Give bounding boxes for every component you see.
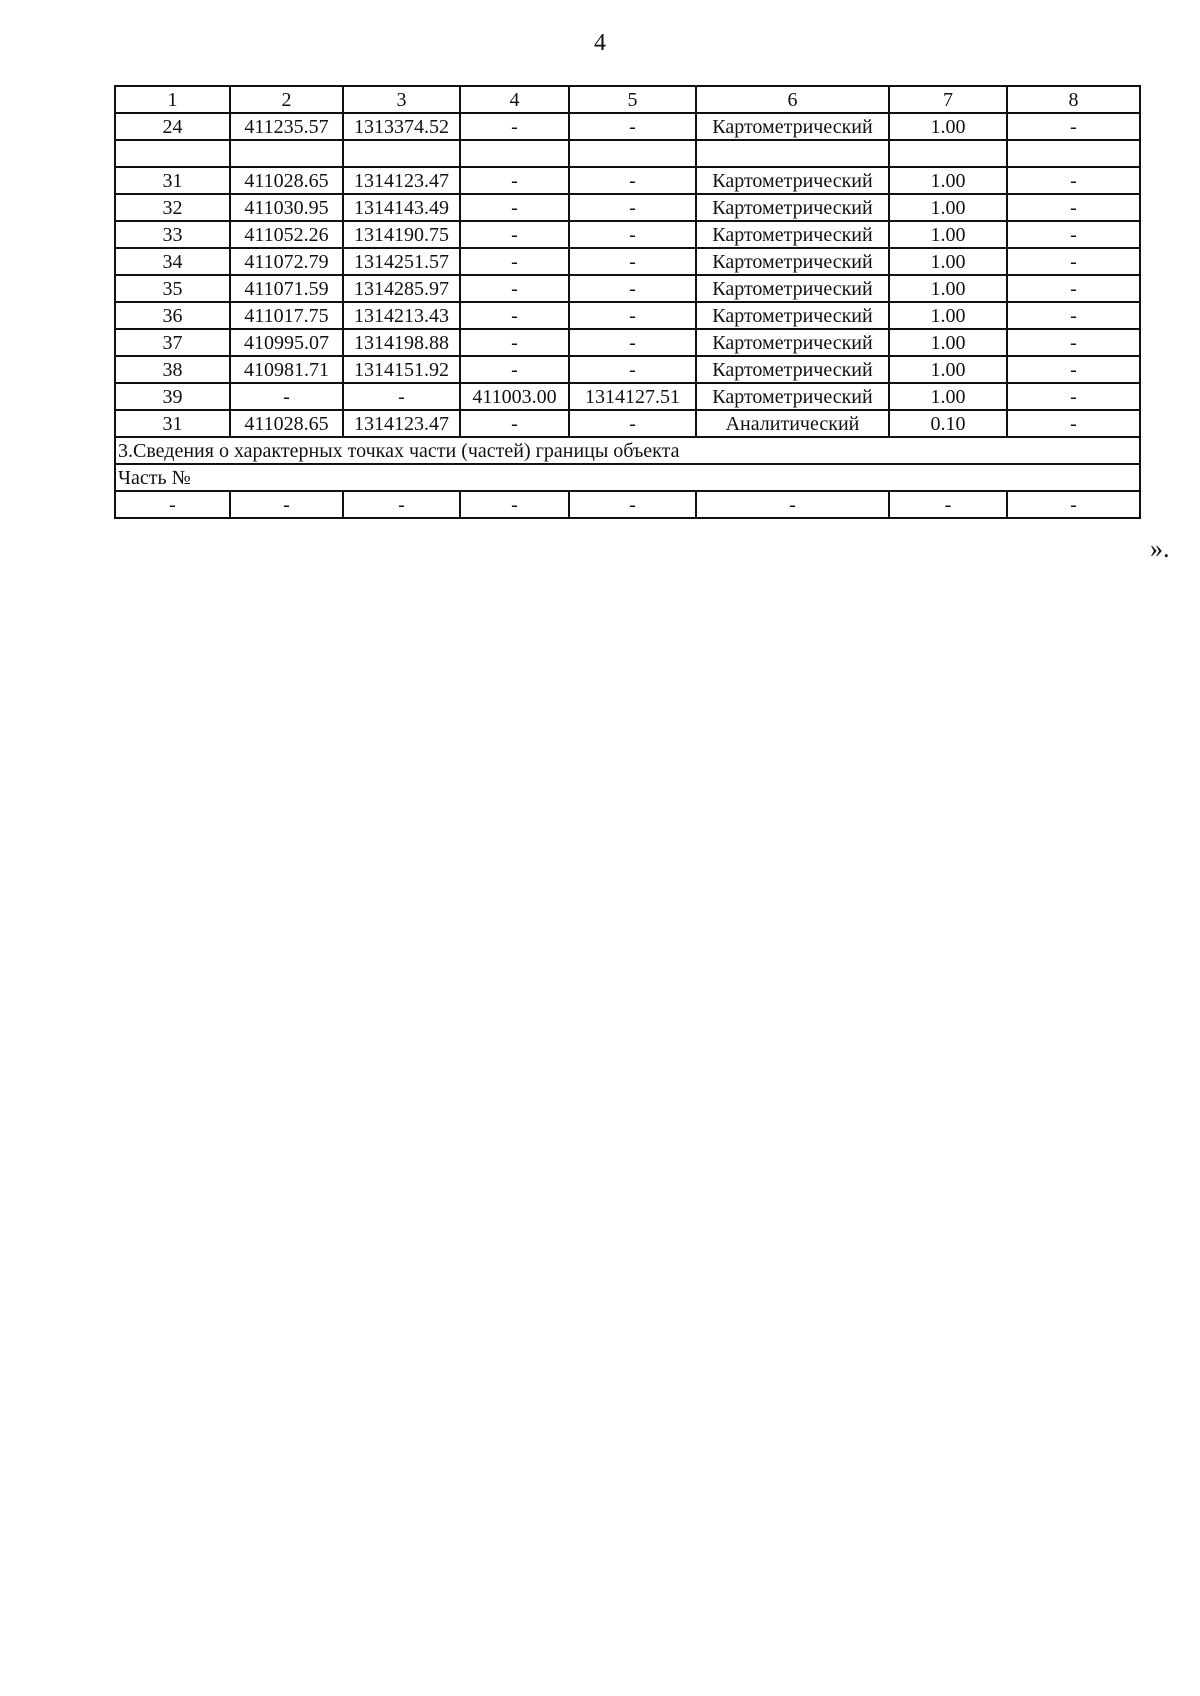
table-cell-col-3: 1314123.47	[343, 410, 460, 437]
table-cell-col-3: 1314251.57	[343, 248, 460, 275]
table-cell-col-8: -	[1007, 302, 1140, 329]
table-cell-col-8: 8	[1007, 86, 1140, 113]
table-cell-col-3: 1314151.92	[343, 356, 460, 383]
table-cell-col-1: 36	[115, 302, 230, 329]
table-cell-col-5: -	[569, 491, 696, 518]
table-row	[115, 302, 1140, 329]
table-cell-col-1: 39	[115, 383, 230, 410]
table-cell-col-8: -	[1007, 356, 1140, 383]
table-cell-col-5: 5	[569, 86, 696, 113]
table-row	[115, 221, 1140, 248]
table-cell-col-4: -	[460, 329, 569, 356]
table-cell-col-3: 1313374.52	[343, 113, 460, 140]
table-cell-col-6: Картометрический	[696, 275, 889, 302]
table-row	[115, 248, 1140, 275]
table-cell-col-6: Картометрический	[696, 248, 889, 275]
table-cell-col-8: -	[1007, 329, 1140, 356]
table-cell-col-2: -	[230, 383, 343, 410]
coordinates-table	[114, 85, 1141, 519]
table-cell-col-1: 24	[115, 113, 230, 140]
table-cell-col-6: Картометрический	[696, 221, 889, 248]
table-cell-col-4: -	[460, 248, 569, 275]
table-cell-col-3: 1314198.88	[343, 329, 460, 356]
table-row	[115, 491, 1140, 518]
table-cell-col-2	[230, 140, 343, 167]
table-cell-col-2: 411028.65	[230, 410, 343, 437]
table-cell-col-7: 1.00	[889, 329, 1007, 356]
table-cell-col-2: 411235.57	[230, 113, 343, 140]
table-cell-col-6: Картометрический	[696, 302, 889, 329]
table-row	[115, 329, 1140, 356]
table-cell-col-1: 33	[115, 221, 230, 248]
table-cell-col-5: -	[569, 113, 696, 140]
table-cell-col-7: 1.00	[889, 275, 1007, 302]
table-cell-col-2: 410981.71	[230, 356, 343, 383]
table-cell-col-7: 1.00	[889, 167, 1007, 194]
table-cell-col-5: -	[569, 302, 696, 329]
table-cell-col-1: -	[115, 491, 230, 518]
table-cell-col-8: -	[1007, 113, 1140, 140]
table-cell-col-8: -	[1007, 221, 1140, 248]
section-title-row	[115, 437, 1140, 464]
table-cell-col-2: 411052.26	[230, 221, 343, 248]
table-cell-col-4: -	[460, 221, 569, 248]
table-body	[115, 86, 1140, 518]
table-cell-col-7: 0.10	[889, 410, 1007, 437]
table-cell-col-8: -	[1007, 194, 1140, 221]
table-cell-col-6: Картометрический	[696, 194, 889, 221]
table-cell-col-1: 32	[115, 194, 230, 221]
table-cell-col-2: 411030.95	[230, 194, 343, 221]
table-cell-col-8: -	[1007, 167, 1140, 194]
table-cell-col-8: -	[1007, 383, 1140, 410]
table-cell-col-2: 411028.65	[230, 167, 343, 194]
section-title: 3.Сведения о характерных точках части (частей) границы объекта	[115, 437, 1140, 464]
table-cell-col-1: 37	[115, 329, 230, 356]
table-cell-col-6: 6	[696, 86, 889, 113]
table-cell-col-4: -	[460, 356, 569, 383]
table-cell-col-5: -	[569, 194, 696, 221]
table-cell-col-6: Картометрический	[696, 356, 889, 383]
part-label: Часть №	[115, 464, 1140, 491]
table-cell-col-8	[1007, 140, 1140, 167]
table-cell-col-5: 1314127.51	[569, 383, 696, 410]
table-cell-col-2: 410995.07	[230, 329, 343, 356]
table-cell-col-6	[696, 140, 889, 167]
table-row	[115, 383, 1140, 410]
table-cell-col-3: 1314123.47	[343, 167, 460, 194]
table-cell-col-2: -	[230, 491, 343, 518]
table-cell-col-5: -	[569, 248, 696, 275]
table-cell-col-3: 3	[343, 86, 460, 113]
table-cell-col-4: 4	[460, 86, 569, 113]
table-cell-col-4	[460, 140, 569, 167]
table-cell-col-7	[889, 140, 1007, 167]
table-cell-col-5: -	[569, 329, 696, 356]
table-cell-col-4: -	[460, 275, 569, 302]
table-cell-col-1: 38	[115, 356, 230, 383]
table-cell-col-6: Картометрический	[696, 113, 889, 140]
table-cell-col-8: -	[1007, 275, 1140, 302]
table-row	[115, 356, 1140, 383]
table-cell-col-6: Картометрический	[696, 329, 889, 356]
table-cell-col-2: 411071.59	[230, 275, 343, 302]
table-cell-col-6: Аналитический	[696, 410, 889, 437]
table-cell-col-3: 1314285.97	[343, 275, 460, 302]
table-cell-col-1: 31	[115, 410, 230, 437]
page-number: 4	[594, 30, 606, 56]
table-row	[115, 410, 1140, 437]
table-cell-col-3: 1314143.49	[343, 194, 460, 221]
table-cell-col-5: -	[569, 167, 696, 194]
table-cell-col-4: -	[460, 491, 569, 518]
closing-quote: ».	[1150, 534, 1170, 563]
table-cell-col-7: 1.00	[889, 302, 1007, 329]
table-row	[115, 113, 1140, 140]
part-label-row	[115, 464, 1140, 491]
table-cell-col-7: 1.00	[889, 383, 1007, 410]
table-cell-col-1: 1	[115, 86, 230, 113]
table-cell-col-3: -	[343, 491, 460, 518]
table-cell-col-3: 1314190.75	[343, 221, 460, 248]
table-cell-col-4: -	[460, 113, 569, 140]
table-cell-col-7: 1.00	[889, 113, 1007, 140]
table-cell-col-8: -	[1007, 491, 1140, 518]
table-cell-col-1	[115, 140, 230, 167]
table-cell-col-6: -	[696, 491, 889, 518]
table-cell-col-3: 1314213.43	[343, 302, 460, 329]
table-row	[115, 140, 1140, 167]
table-header-row	[115, 86, 1140, 113]
table-cell-col-5: -	[569, 221, 696, 248]
table-row	[115, 194, 1140, 221]
table-cell-col-7: -	[889, 491, 1007, 518]
table-cell-col-4: -	[460, 194, 569, 221]
table-cell-col-2: 411017.75	[230, 302, 343, 329]
table-cell-col-8: -	[1007, 410, 1140, 437]
table-row	[115, 167, 1140, 194]
table-cell-col-4: -	[460, 410, 569, 437]
table-cell-col-4: -	[460, 167, 569, 194]
table-cell-col-3	[343, 140, 460, 167]
table-cell-col-7: 1.00	[889, 221, 1007, 248]
table-cell-col-7: 1.00	[889, 356, 1007, 383]
table-cell-col-7: 1.00	[889, 194, 1007, 221]
table-cell-col-4: 411003.00	[460, 383, 569, 410]
table-cell-col-4: -	[460, 302, 569, 329]
table-cell-col-5: -	[569, 410, 696, 437]
table-cell-col-5: -	[569, 275, 696, 302]
table-row	[115, 275, 1140, 302]
table-cell-col-3: -	[343, 383, 460, 410]
table-cell-col-1: 31	[115, 167, 230, 194]
table-cell-col-2: 2	[230, 86, 343, 113]
table-cell-col-6: Картометрический	[696, 167, 889, 194]
table-cell-col-5	[569, 140, 696, 167]
table-cell-col-1: 34	[115, 248, 230, 275]
table-cell-col-8: -	[1007, 248, 1140, 275]
table-cell-col-2: 411072.79	[230, 248, 343, 275]
table-cell-col-1: 35	[115, 275, 230, 302]
table-cell-col-7: 7	[889, 86, 1007, 113]
table-cell-col-5: -	[569, 356, 696, 383]
table-cell-col-7: 1.00	[889, 248, 1007, 275]
table-cell-col-6: Картометрический	[696, 383, 889, 410]
